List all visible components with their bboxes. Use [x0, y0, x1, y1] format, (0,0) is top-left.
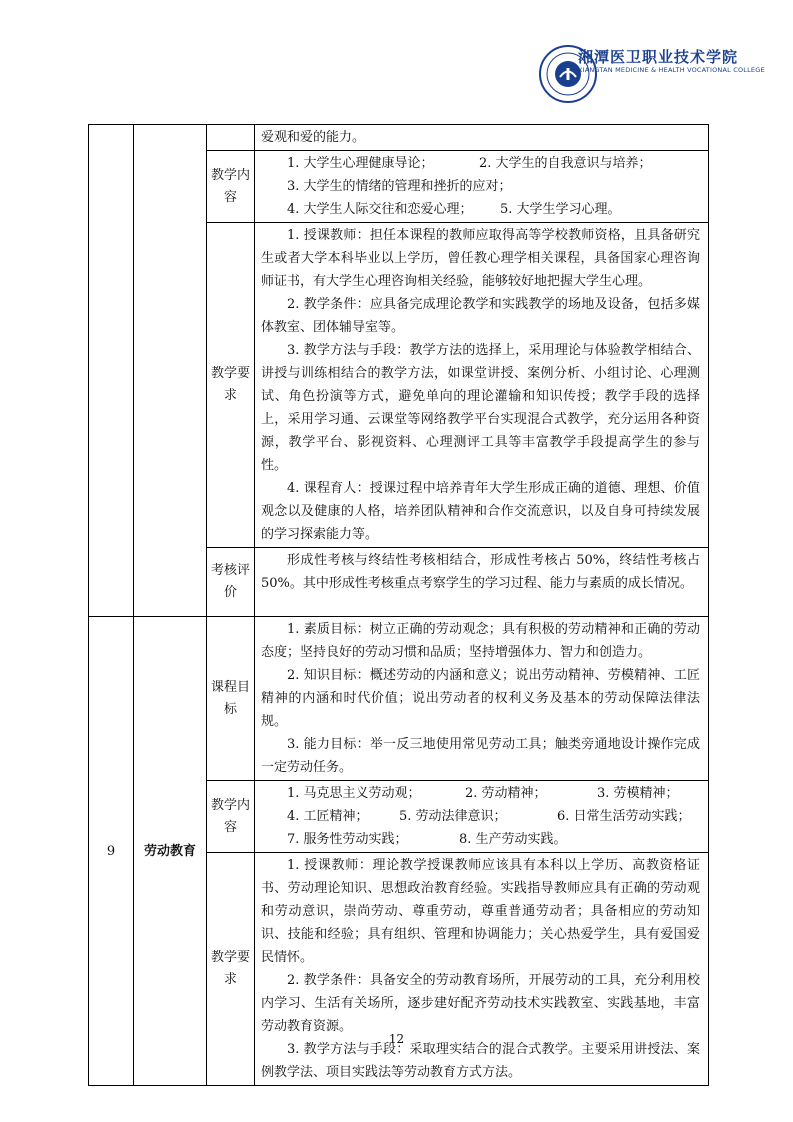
content-item: 2. 劳动精神；: [465, 786, 547, 801]
requirement-paragraph: 3. 教学方法与手段：教学方法的选择上，采用理论与体验教学相结合、讲授与训练相结合的教学方法，如课堂讲授、案例分析、小组讨论、心理测试、角色扮演等方式，避免单向的理论灌输和知识传授；教学手段的选择上，采用学习通、云课堂等网络教学平台实现混合式教学，充分运用各种资源，教学平台、影视资料、心理测评工具等丰富教学手段提高学生的参与性。: [261, 343, 700, 473]
content-item: 3. 劳模精神；: [597, 786, 679, 801]
requirement-paragraph: 2. 教学条件：应具备完成理论教学和实践教学的场地及设备，包括多媒体教室、团体辅导室等。: [261, 297, 700, 335]
course-goals-cell: [255, 617, 709, 781]
content-line: [261, 152, 700, 175]
table-row: [89, 617, 709, 781]
label-text: 教学要求: [210, 366, 250, 403]
assessment-text: 形成性考核与终结性考核相结合，形成性考核占 50%，终结性考核占 50%。其中形成性考核重点考察学生的学习过程、能力与素质的成长情况。: [261, 553, 700, 591]
teaching-content-cell: [255, 781, 709, 853]
goal-paragraph: 2. 知识目标：概述劳动的内涵和意义；说出劳动精神、劳模精神、工匠精神的内涵和时代价值；说出劳动者的权利义务及基本的劳动保障法律法规。: [261, 668, 700, 729]
course-number: 9: [106, 843, 116, 859]
row-label-teaching-content: [207, 151, 255, 223]
label-text: 课程目标: [210, 679, 250, 717]
goal-paragraph: 3. 能力目标：举一反三地使用常见劳动工具；触类旁通地设计操作完成一定劳动任务。: [261, 737, 700, 775]
content-item: 3. 大学生的情绪的管理和挫折的应对；: [287, 179, 512, 194]
content-item: 8. 生产劳动实践。: [459, 832, 567, 847]
row-label-teaching-content: [207, 781, 255, 853]
table-row: [89, 125, 709, 151]
content-line: [261, 828, 700, 851]
row-label-assessment: [207, 548, 255, 617]
course-name-cell: [134, 617, 207, 1086]
content-line: [261, 175, 700, 198]
college-name-en: XIANGTAN MEDICINE & HEALTH VOCATIONAL COLLEGE: [578, 66, 765, 74]
label-text: 教学要求: [210, 950, 250, 987]
row-label-cell: [207, 125, 255, 151]
requirement-paragraph: 3. 教学方法与手段：采取理实结合的混合式教学。主要采用讲授法、案例教学法、项目实践法等劳动教育方式方法。: [261, 1042, 700, 1080]
requirement-paragraph: 1. 授课教师：担任本课程的教师应取得高等学校教师资格，且具备研究生或者大学本科毕业以上学历，曾任教心理学相关课程，具备国家心理咨询师证书，有大学生心理咨询相关经验，能够较好地把握大学生心理。: [261, 228, 700, 289]
row-label-teaching-requirements: [207, 223, 255, 548]
row-number-cell: [89, 617, 134, 1086]
content-item: 7. 服务性劳动实践；: [287, 832, 408, 847]
content-line: [261, 805, 700, 828]
college-name-cn: 湘潭医卫职业技术学院: [578, 48, 739, 66]
curriculum-table: [88, 124, 709, 1086]
requirement-paragraph: 2. 教学条件：具备安全的劳动教育场所，开展劳动的工具，充分利用校内学习、生活有关场所，逐步建好配齐劳动技术实践教室、实践基地，丰富劳动教育资源。: [261, 973, 700, 1034]
row-label-teaching-requirements: [207, 853, 255, 1086]
content-item: 1. 大学生心理健康导论；: [287, 156, 434, 171]
teaching-requirements-cell: [255, 223, 709, 548]
content-line: [261, 198, 700, 221]
content-item: 4. 大学生人际交往和恋爱心理；: [287, 202, 473, 217]
content-item: 2. 大学生的自我意识与培养；: [479, 156, 652, 171]
course-goal-tail: [255, 125, 709, 151]
content-item: 6. 日常生活劳动实践；: [557, 809, 691, 824]
requirement-paragraph: 1. 授课教师：理论教学授课教师应该具有本科以上学历、高教资格证书、劳动理论知识、思想政治教育经验。实践指导教师应具有正确的劳动观和劳动意识，崇尚劳动、尊重劳动，尊重普通劳动者；具备相应的劳动知识、技能和经验；具有组织、管理和协调能力；关心热爱学生，具有爱国爱民情怀。: [261, 858, 700, 965]
goal-tail-text: 爱观和爱的能力。: [261, 130, 366, 145]
goal-paragraph: 1. 素质目标：树立正确的劳动观念；具有积极的劳动精神和正确的劳动态度；坚持良好的劳动习惯和品质；坚持增强体力、智力和创造力。: [261, 622, 700, 660]
content-item: 4. 工匠精神；: [287, 809, 369, 824]
course-name: 劳动教育: [143, 843, 196, 859]
page-number: 12: [388, 1032, 405, 1046]
teaching-content-cell: [255, 151, 709, 223]
label-text: 教学内容: [210, 797, 250, 835]
teaching-requirements-cell: [255, 853, 709, 1086]
content-item: 1. 马克思主义劳动观；: [287, 786, 421, 801]
course-name-cell: [134, 125, 207, 617]
label-text: 考核评价: [210, 563, 250, 600]
content-item: 5. 劳动法律意识；: [399, 809, 507, 824]
content-line: [261, 782, 700, 805]
content-item: 5. 大学生学习心理。: [500, 202, 621, 217]
requirement-paragraph: 4. 课程育人：授课过程中培养青年大学生形成正确的道德、理想、价值观念以及健康的人格，培养团队精神和合作交流意识，以及自身可持续发展的学习探索能力等。: [261, 481, 700, 542]
label-text: 教学内容: [210, 167, 250, 205]
row-label-course-goals: [207, 617, 255, 781]
assessment-cell: [255, 548, 709, 617]
row-number-cell: [89, 125, 134, 617]
